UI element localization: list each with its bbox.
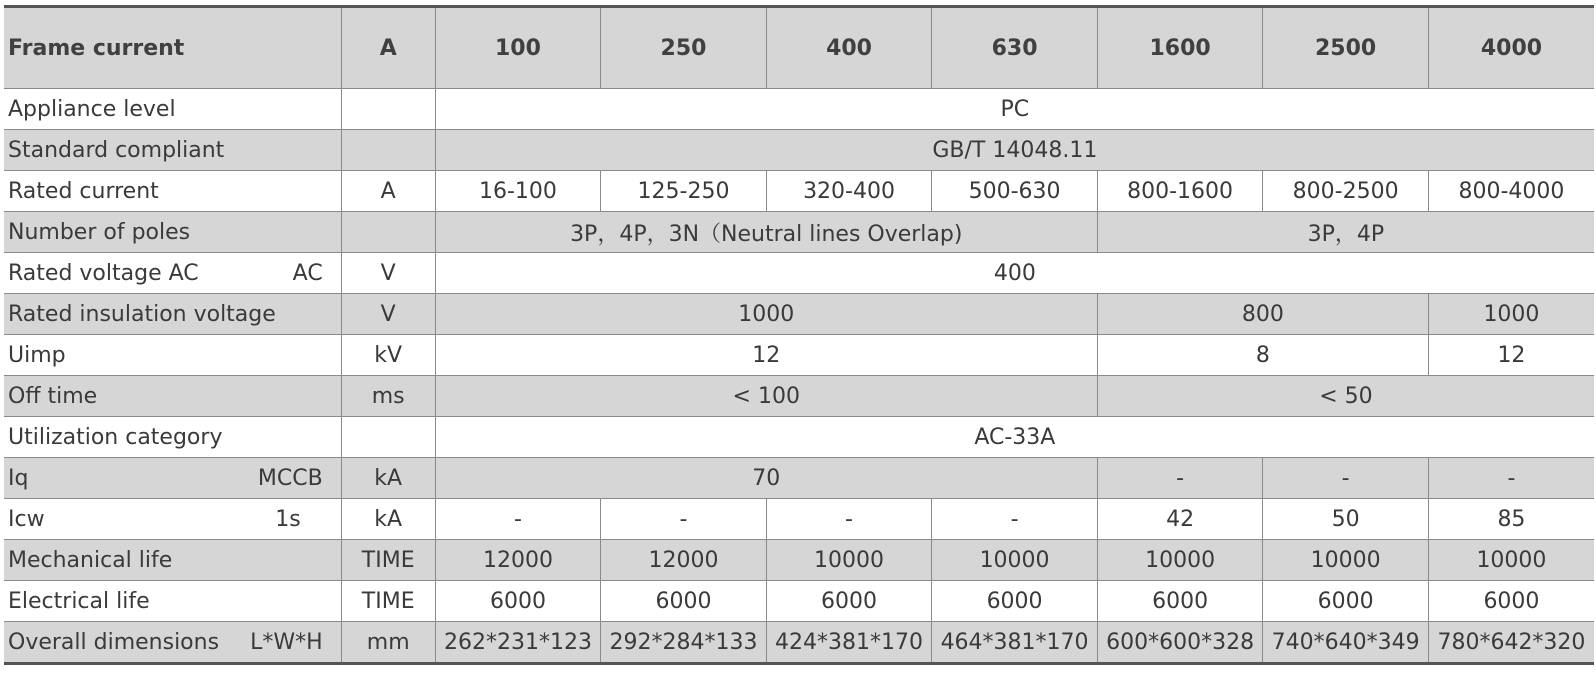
header-frame: 100 (435, 7, 601, 89)
cell-value: 125-250 (601, 171, 767, 212)
cell-value: 50 (1263, 499, 1429, 540)
row-label: Number of poles (4, 212, 341, 253)
row-unit: TIME (341, 540, 435, 581)
cell-value: 424*381*170 (766, 622, 932, 664)
row-label: Rated current (4, 171, 341, 212)
cell-value: 800-2500 (1263, 171, 1429, 212)
row-label-text: Overall dimensions (8, 629, 220, 655)
cell-value: 3P，4P (1097, 212, 1594, 253)
cell-value: 320-400 (766, 171, 932, 212)
row-label-sub: L*W*H (250, 629, 323, 655)
row-label: Appliance level (4, 89, 341, 130)
row-label (4, 499, 341, 540)
row-label: Uimp (4, 335, 341, 376)
cell-value: - (1428, 458, 1594, 499)
cell-value: 10000 (766, 540, 932, 581)
row-label: Standard compliant (4, 130, 341, 171)
row-label-sub: AC (292, 260, 323, 286)
cell-value: 500-630 (932, 171, 1098, 212)
row-value: GB/T 14048.11 (435, 130, 1594, 171)
header-unit: A (341, 7, 435, 89)
row-label (4, 458, 341, 499)
row-standard-compliant (4, 130, 1594, 171)
row-label: Utilization category (4, 417, 341, 458)
header-label: Frame current (4, 7, 341, 89)
cell-value: 6000 (601, 581, 767, 622)
row-label-text: Icw (8, 506, 45, 532)
row-rated-current (4, 171, 1594, 212)
cell-value: 12000 (435, 540, 601, 581)
header-frame: 250 (601, 7, 767, 89)
cell-value: - (1097, 458, 1263, 499)
cell-value: - (601, 499, 767, 540)
row-value: AC-33A (435, 417, 1594, 458)
row-label: Mechanical life (4, 540, 341, 581)
cell-value: - (932, 499, 1098, 540)
row-unit: V (341, 294, 435, 335)
cell-value: 800 (1097, 294, 1428, 335)
row-label: Off time (4, 376, 341, 417)
cell-value: 85 (1428, 499, 1594, 540)
cell-value: 6000 (435, 581, 601, 622)
cell-value: 10000 (1263, 540, 1429, 581)
cell-value: 8 (1097, 335, 1428, 376)
header-frame: 1600 (1097, 7, 1263, 89)
cell-value: 740*640*349 (1263, 622, 1429, 664)
cell-value: 1000 (1428, 294, 1594, 335)
row-number-of-poles (4, 212, 1594, 253)
cell-value: 292*284*133 (601, 622, 767, 664)
row-unit (341, 130, 435, 171)
cell-value: - (1263, 458, 1429, 499)
row-unit: V (341, 253, 435, 294)
header-frame: 400 (766, 7, 932, 89)
cell-value: - (435, 499, 601, 540)
header-row (4, 7, 1594, 89)
row-appliance-level (4, 89, 1594, 130)
row-unit: kV (341, 335, 435, 376)
row-electrical-life (4, 581, 1594, 622)
cell-value: 800-1600 (1097, 171, 1263, 212)
cell-value: 600*600*328 (1097, 622, 1263, 664)
spec-table (4, 5, 1594, 665)
cell-value: 6000 (1097, 581, 1263, 622)
row-unit: ms (341, 376, 435, 417)
row-off-time (4, 376, 1594, 417)
row-utilization-category (4, 417, 1594, 458)
header-frame: 4000 (1428, 7, 1594, 89)
cell-value: 12000 (601, 540, 767, 581)
cell-value: < 50 (1097, 376, 1594, 417)
cell-value: - (766, 499, 932, 540)
row-unit: TIME (341, 581, 435, 622)
header-frame: 630 (932, 7, 1098, 89)
row-overall-dimensions (4, 622, 1594, 664)
row-mechanical-life (4, 540, 1594, 581)
cell-value: 12 (435, 335, 1097, 376)
cell-value: 42 (1097, 499, 1263, 540)
cell-value: 262*231*123 (435, 622, 601, 664)
cell-value: 16-100 (435, 171, 601, 212)
cell-value: 800-4000 (1428, 171, 1594, 212)
row-value: PC (435, 89, 1594, 130)
row-unit: mm (341, 622, 435, 664)
row-unit (341, 212, 435, 253)
row-icw (4, 499, 1594, 540)
row-label (4, 622, 341, 664)
cell-value: 464*381*170 (932, 622, 1098, 664)
cell-value: 6000 (932, 581, 1098, 622)
row-unit (341, 417, 435, 458)
cell-value: 3P，4P，3N（Neutral lines Overlap) (435, 212, 1097, 253)
row-label: Rated insulation voltage (4, 294, 341, 335)
cell-value: 1000 (435, 294, 1097, 335)
row-uimp (4, 335, 1594, 376)
header-frame: 2500 (1263, 7, 1429, 89)
cell-value: 12 (1428, 335, 1594, 376)
row-label-sub: MCCB (257, 465, 323, 491)
cell-value: 10000 (1097, 540, 1263, 581)
row-unit: A (341, 171, 435, 212)
cell-value: 6000 (1428, 581, 1594, 622)
cell-value: 6000 (1263, 581, 1429, 622)
row-value: 400 (435, 253, 1594, 294)
row-rated-insulation-voltage (4, 294, 1594, 335)
row-iq (4, 458, 1594, 499)
spec-table-container (4, 5, 1594, 665)
cell-value: 780*642*320 (1428, 622, 1594, 664)
cell-value: 70 (435, 458, 1097, 499)
row-label-text: Rated voltage AC (8, 260, 199, 286)
row-rated-voltage (4, 253, 1594, 294)
row-unit: kA (341, 458, 435, 499)
row-label-sub: 1s (275, 506, 301, 532)
cell-value: 10000 (1428, 540, 1594, 581)
row-unit (341, 89, 435, 130)
row-unit: kA (341, 499, 435, 540)
row-label: Electrical life (4, 581, 341, 622)
cell-value: 6000 (766, 581, 932, 622)
row-label-text: Iq (8, 465, 29, 491)
cell-value: 10000 (932, 540, 1098, 581)
row-label (4, 253, 341, 294)
cell-value: < 100 (435, 376, 1097, 417)
